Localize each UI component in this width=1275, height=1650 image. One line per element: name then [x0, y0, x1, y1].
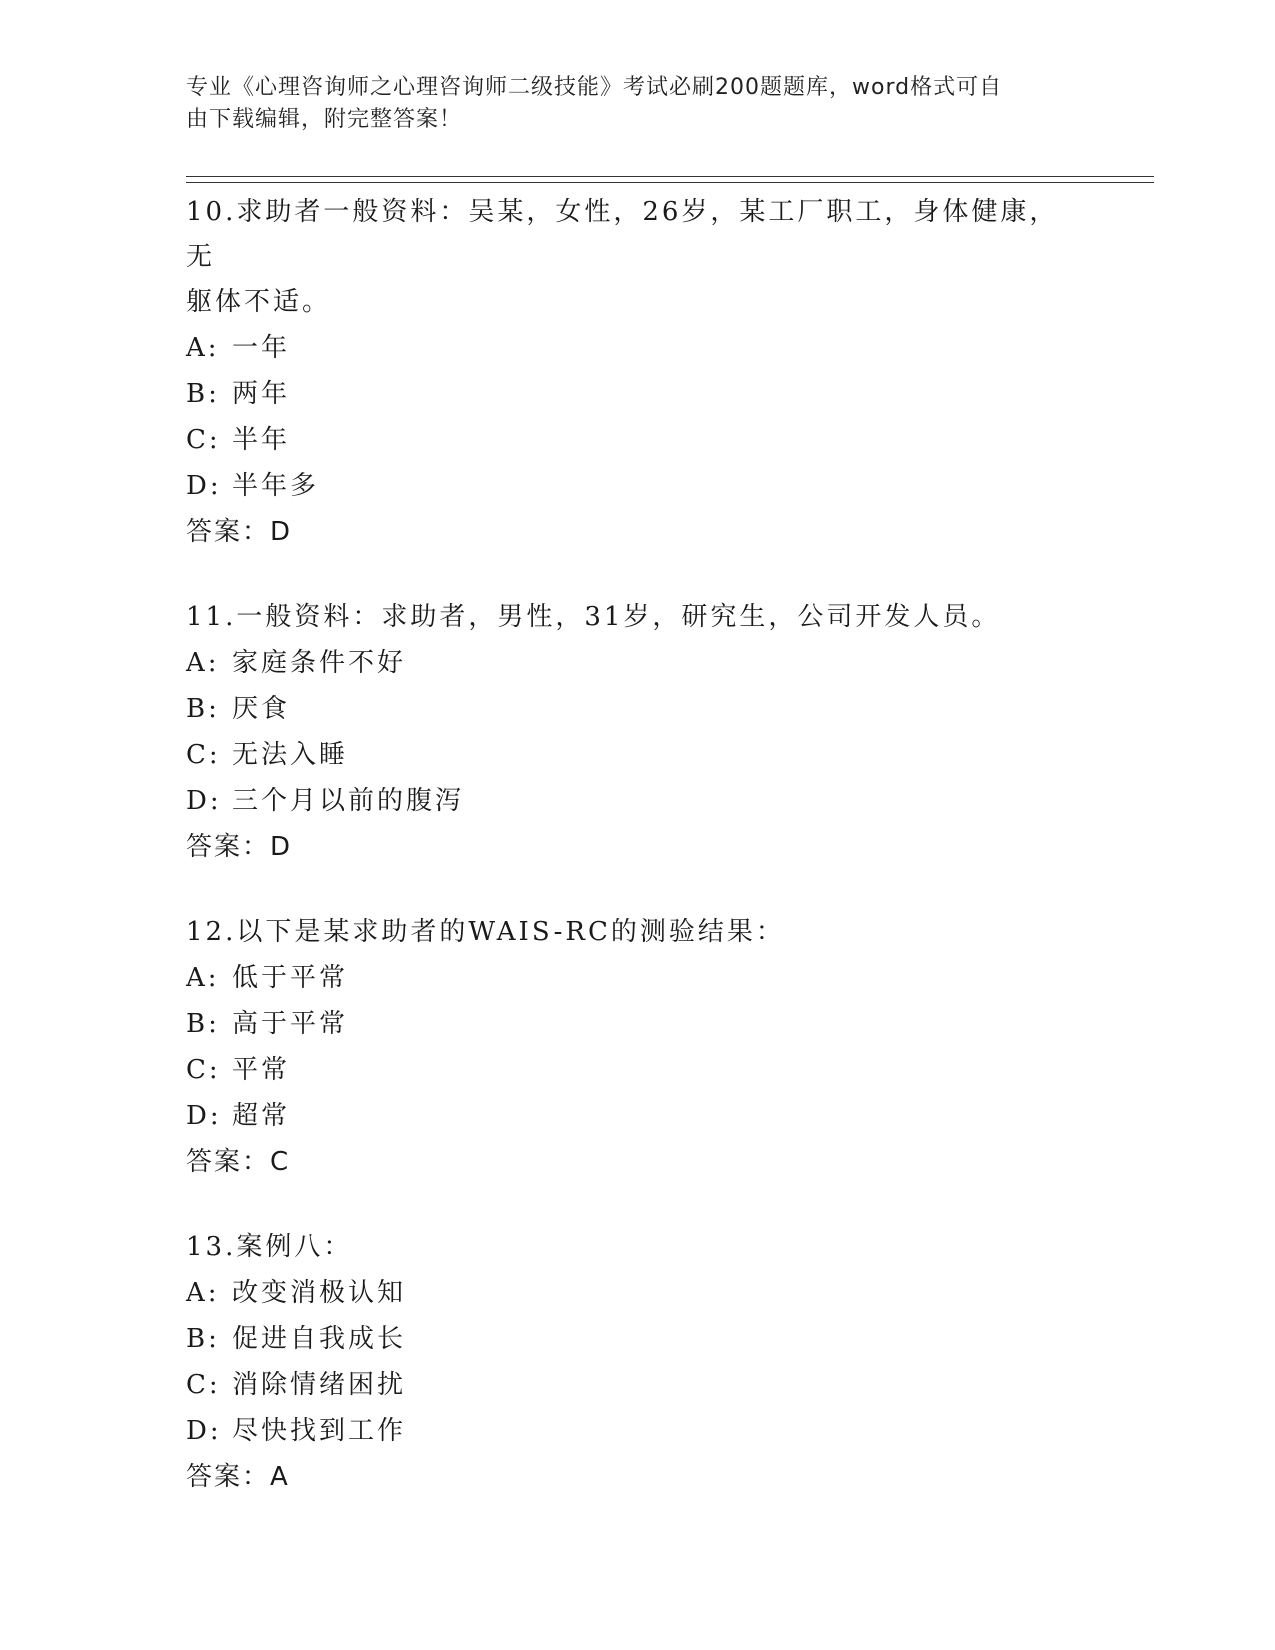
question-stem-line: 躯体不适。 — [186, 287, 332, 317]
option-letter: C: — [186, 1055, 221, 1085]
question-stem-line: 10.求助者一般资料：吴某，女性，26岁，某工厂职工，身体健康，无 — [186, 197, 1059, 272]
option-a — [186, 955, 1086, 1001]
question-stem-line: 12.以下是某求助者的WAIS-RC的测验结果： — [186, 917, 785, 947]
option-text: 半年多 — [232, 471, 320, 501]
answer-line: 答案：A — [186, 1462, 290, 1492]
option-a — [186, 1270, 1086, 1316]
option-text: 半年 — [232, 425, 291, 455]
option-b — [186, 1316, 1086, 1362]
option-letter: A: — [186, 333, 220, 363]
option-text: 无法入睡 — [232, 740, 349, 770]
header-divider-top — [186, 176, 1154, 177]
option-letter: D: — [186, 1416, 222, 1446]
option-text: 尽快找到工作 — [232, 1416, 407, 1446]
option-d — [186, 778, 1086, 824]
question-10 — [186, 190, 1086, 555]
option-text: 促进自我成长 — [232, 1324, 407, 1354]
header-divider-bottom — [186, 182, 1154, 183]
option-c — [186, 732, 1086, 778]
question-stem-line: 13.案例八： — [186, 1232, 353, 1262]
question-stem — [186, 595, 1086, 640]
option-letter: B: — [186, 1009, 220, 1039]
question-stem — [186, 1225, 1086, 1270]
option-b — [186, 686, 1086, 732]
option-letter: A: — [186, 648, 220, 678]
option-letter: B: — [186, 379, 220, 409]
option-d — [186, 1093, 1086, 1139]
question-11 — [186, 595, 1086, 870]
option-text: 两年 — [232, 379, 291, 409]
answer-line: 答案：C — [186, 1147, 291, 1177]
option-c — [186, 417, 1086, 463]
question-stem — [186, 190, 1086, 325]
option-c — [186, 1362, 1086, 1408]
option-b — [186, 371, 1086, 417]
option-d — [186, 1408, 1086, 1454]
option-text: 平常 — [232, 1055, 291, 1085]
option-letter: C: — [186, 425, 221, 455]
option-text: 厌食 — [232, 694, 291, 724]
option-text: 超常 — [232, 1101, 291, 1131]
option-letter: D: — [186, 1101, 222, 1131]
option-letter: A: — [186, 963, 220, 993]
question-stem-line: 11.一般资料：求助者，男性，31岁，研究生，公司开发人员。 — [186, 602, 1001, 632]
option-text: 高于平常 — [232, 1009, 349, 1039]
option-d — [186, 463, 1086, 509]
question-12 — [186, 910, 1086, 1185]
document-header — [186, 72, 1086, 136]
answer-line: 答案：D — [186, 517, 293, 547]
question-stem — [186, 910, 1086, 955]
option-letter: B: — [186, 694, 220, 724]
option-text: 改变消极认知 — [232, 1278, 407, 1308]
option-text: 一年 — [232, 333, 291, 363]
option-letter: D: — [186, 471, 222, 501]
option-letter: C: — [186, 1370, 221, 1400]
option-b — [186, 1001, 1086, 1047]
option-a — [186, 640, 1086, 686]
option-c — [186, 1047, 1086, 1093]
option-letter: B: — [186, 1324, 220, 1354]
header-line-2: 由下载编辑，附完整答案！ — [186, 107, 463, 132]
option-text: 三个月以前的腹泻 — [232, 786, 465, 816]
option-letter: A: — [186, 1278, 220, 1308]
option-a — [186, 325, 1086, 371]
option-text: 低于平常 — [232, 963, 349, 993]
question-13 — [186, 1225, 1086, 1500]
question-list — [186, 190, 1086, 1540]
option-letter: C: — [186, 740, 221, 770]
option-text: 家庭条件不好 — [232, 648, 407, 678]
option-text: 消除情绪困扰 — [232, 1370, 407, 1400]
option-letter: D: — [186, 786, 222, 816]
header-line-1: 专业《心理咨询师之心理咨询师二级技能》考试必刷200题题库，word格式可自 — [186, 75, 1003, 100]
answer-line: 答案：D — [186, 832, 293, 862]
